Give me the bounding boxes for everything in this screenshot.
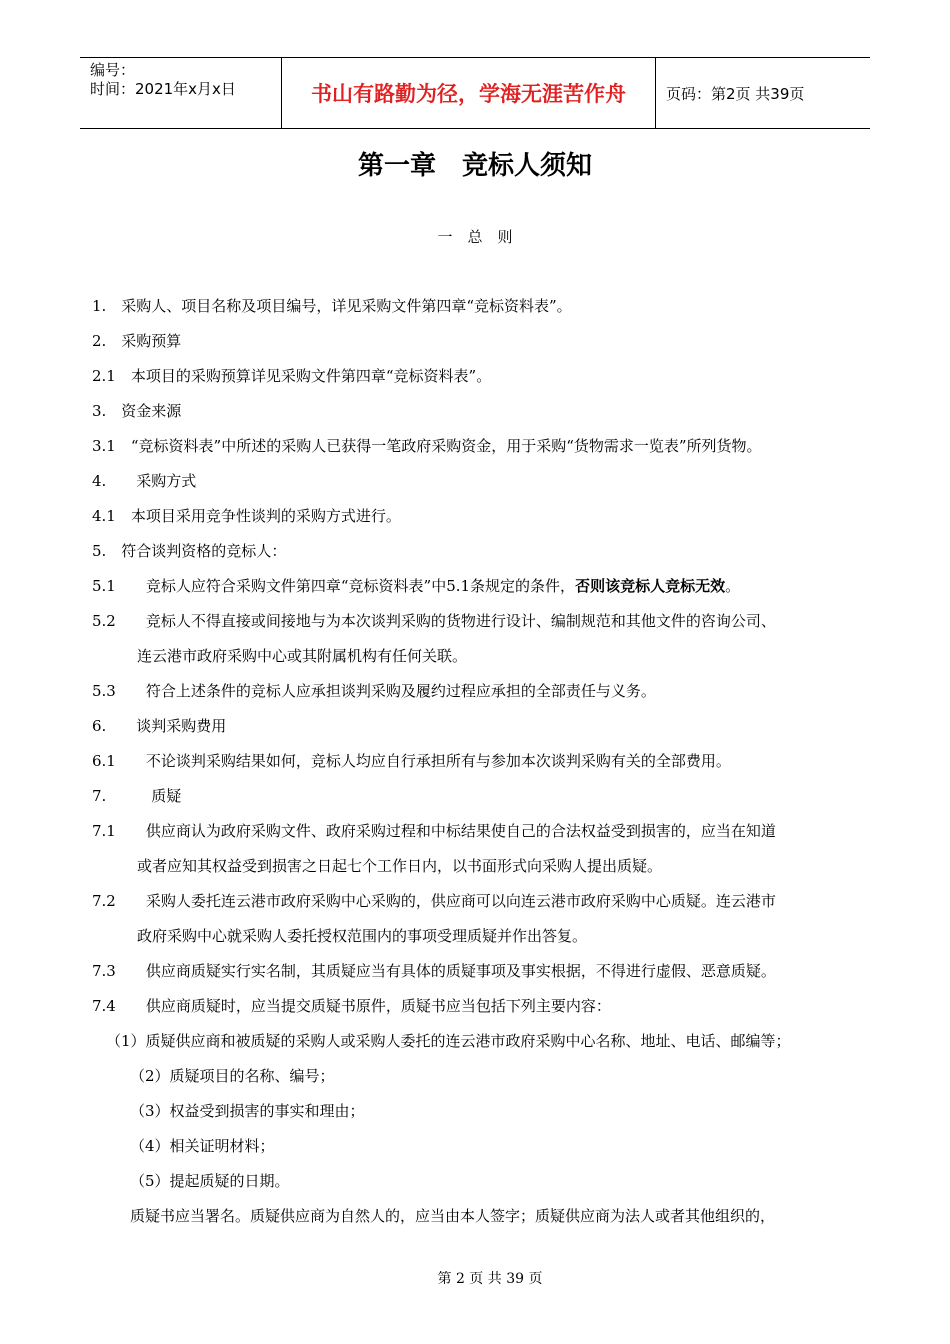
clause-5-1 bbox=[92, 572, 872, 607]
page-header bbox=[80, 57, 870, 129]
clause-7: 7. 质疑 bbox=[92, 787, 182, 805]
header-motto bbox=[281, 58, 656, 128]
motto-text: 书山有路勤为径，学海无涯苦作舟 bbox=[311, 82, 626, 106]
clause-7-2: 7.2 采购人委托连云港市政府采购中心采购的，供应商可以向连云港市政府采购中心质疑。连云港市 bbox=[92, 892, 776, 910]
clause-4: 4. 采购方式 bbox=[92, 472, 197, 490]
clause-3: 3. 资金来源 bbox=[92, 402, 182, 420]
clause-2-1: 2.1 本项目的采购预算详见采购文件第四章“竞标资料表”。 bbox=[92, 367, 492, 385]
document-time-label: 时间：2021年x月x日 bbox=[90, 80, 236, 98]
clause-7-1-cont: 或者应知其权益受到损害之日起七个工作日内，以书面形式向采购人提出质疑。 bbox=[137, 857, 663, 875]
clause-2: 2. 采购预算 bbox=[92, 332, 182, 350]
list-item-5: （5）提起质疑的日期。 bbox=[130, 1172, 290, 1190]
list-item-3: （3）权益受到损害的事实和理由； bbox=[130, 1102, 365, 1120]
clause-6: 6. 谈判采购费用 bbox=[92, 717, 227, 735]
clause-5-3: 5.3 符合上述条件的竞标人应承担谈判采购及履约过程应承担的全部责任与义务。 bbox=[92, 682, 656, 700]
clause-5-1-text: 5.1 竞标人应符合采购文件第四章“竞标资料表”中5.1条规定的条件， bbox=[92, 577, 576, 595]
section-subtitle: 一 总 则 bbox=[437, 228, 513, 246]
clause-5-2: 5.2 竞标人不得直接或间接地与为本次谈判采购的货物进行设计、编制规范和其他文件的咨询公司、 bbox=[92, 612, 776, 630]
clause-6-1: 6.1 不论谈判采购结果如何，竞标人均应自行承担所有与参加本次谈判采购有关的全部费用。 bbox=[92, 752, 731, 770]
header-meta bbox=[80, 58, 281, 128]
clause-7-3: 7.3 供应商质疑实行实名制，其质疑应当有具体的质疑事项及事实根据，不得进行虚假、恶意质疑。 bbox=[92, 962, 776, 980]
clause-5-2-cont: 连云港市政府采购中心或其附属机构有任何关联。 bbox=[137, 647, 468, 665]
document-body bbox=[92, 292, 872, 1237]
list-item-1: （1）质疑供应商和被质疑的采购人或采购人委托的连云港市政府采购中心名称、地址、电话、邮编等； bbox=[106, 1032, 791, 1050]
clause-5: 5. 符合谈判资格的竞标人： bbox=[92, 542, 287, 560]
document-number-label: 编号： bbox=[90, 61, 136, 79]
clause-1: 1. 采购人、项目名称及项目编号，详见采购文件第四章“竞标资料表”。 bbox=[92, 297, 572, 315]
clause-5-1-end: 。 bbox=[725, 577, 741, 595]
page-info-text: 页码：第2页 共39页 bbox=[666, 84, 805, 103]
signature-paragraph: 质疑书应当署名。质疑供应商为自然人的，应当由本人签字；质疑供应商为法人或者其他组织的， bbox=[130, 1207, 776, 1225]
chapter-title: 第一章 竞标人须知 bbox=[357, 151, 592, 181]
header-page-info bbox=[656, 58, 870, 128]
clause-7-1: 7.1 供应商认为政府采购文件、政府采购过程和中标结果使自己的合法权益受到损害的，应当在知道 bbox=[92, 822, 776, 840]
clause-3-1: 3.1 “竞标资料表”中所述的采购人已获得一笔政府采购资金，用于采购“货物需求一览表”所列货物。 bbox=[92, 437, 762, 455]
list-item-4: （4）相关证明材料； bbox=[130, 1137, 275, 1155]
clause-7-4: 7.4 供应商质疑时，应当提交质疑书原件，质疑书应当包括下列主要内容： bbox=[92, 997, 611, 1015]
clause-4-1: 4.1 本项目采用竞争性谈判的采购方式进行。 bbox=[92, 507, 401, 525]
list-item-2: （2）质疑项目的名称、编号； bbox=[130, 1067, 335, 1085]
clause-7-2-cont: 政府采购中心就采购人委托授权范围内的事项受理质疑并作出答复。 bbox=[137, 927, 588, 945]
clause-5-1-emphasis: 否则该竞标人竞标无效 bbox=[575, 577, 726, 595]
page-footer: 第 2 页 共 39 页 bbox=[437, 1271, 543, 1287]
